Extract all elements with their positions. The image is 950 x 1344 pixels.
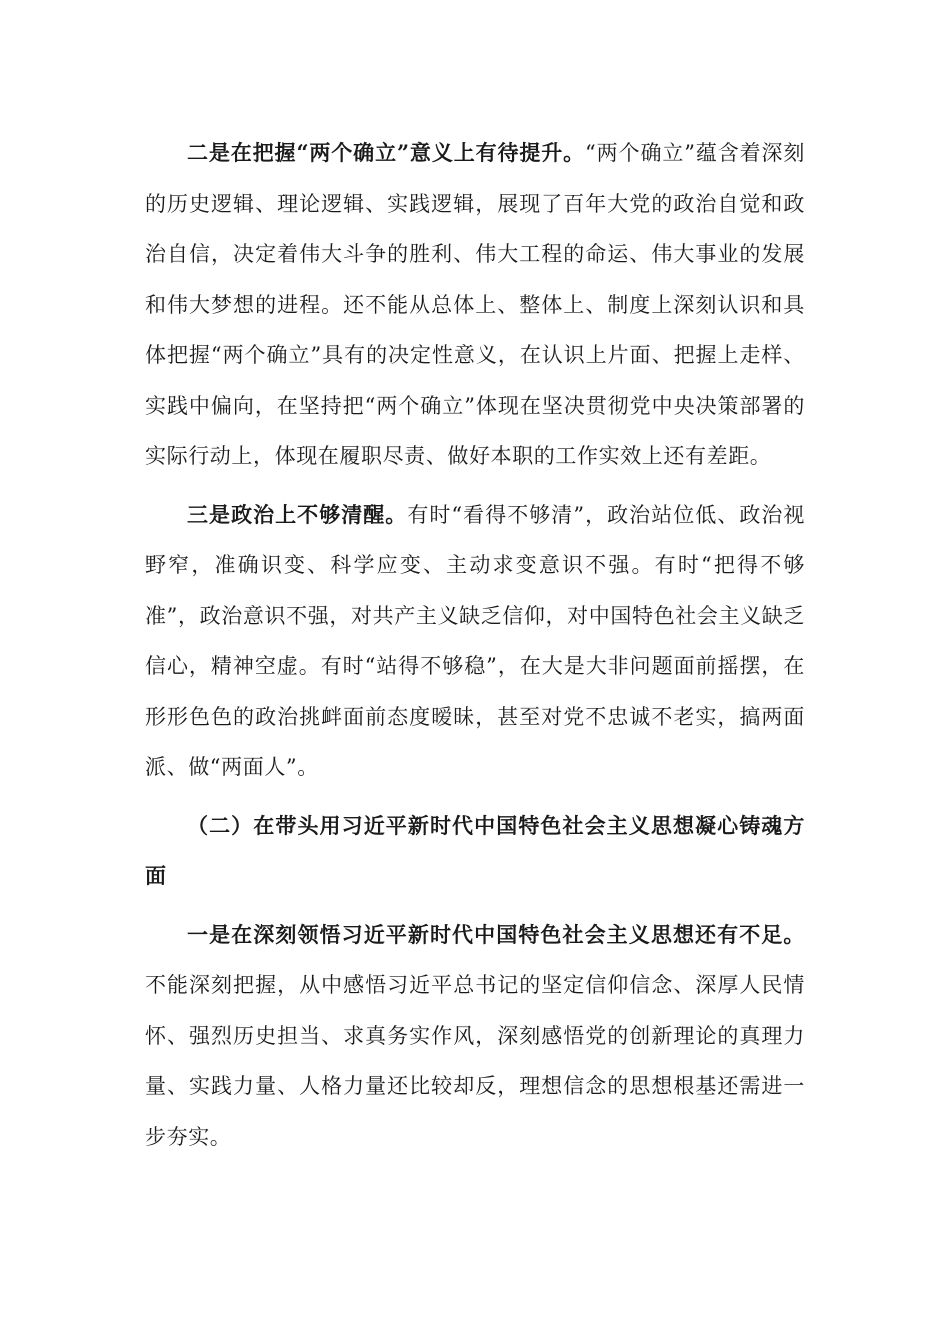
paragraph-political-clarity xyxy=(145,490,805,793)
paragraph-lead: 三是政治上不够清醒。 xyxy=(187,501,408,527)
paragraph-body: “两个确立”蕴含着深刻的历史逻辑、理论逻辑、实践逻辑，展现了百年大党的政治自觉和政治自信，决定着伟大斗争的胜利、伟大工程的命运、伟大事业的发展和伟大梦想的进程。还不能从总体上、整体上、制度上深刻认识和具体把握“两个确立”具有的决定性意义，在认识上片面、把握上走样、实践中偏向，在坚持把“两个确立”体现在坚决贯彻党中央决策部署的实际行动上，体现在履职尽责、做好本职的工作实效上还有差距。 xyxy=(145,141,806,468)
section-heading: （二）在带头用习近平新时代中国特色社会主义思想凝心铸魂方面 xyxy=(145,812,805,888)
paragraph-political-confirmation xyxy=(145,128,805,482)
paragraph-body: 不能深刻把握，从中感悟习近平总书记的坚定信仰信念、深厚人民情怀、强烈历史担当、求真务实作风，深刻感悟党的创新理论的真理力量、实践力量、人格力量还比较却反，理想信念的思想根基还需进一步夯实。 xyxy=(145,973,805,1149)
paragraph-lead: 一是在深刻领悟习近平新时代中国特色社会主义思想还有不足。 xyxy=(187,921,805,947)
paragraph-body: 有时“看得不够清”，政治站位低、政治视野窄，准确识变、科学应变、主动求变意识不强。有时“把得不够准”，政治意识不强，对共产主义缺乏信仰，对中国特色社会主义缺乏信心，精神空虚。有时“站得不够稳”，在大是大非问题面前摇摆，在形形色色的政治挑衅面前态度暧昧，甚至对党不忠诚不老实，搞两面派、做“两面人”。 xyxy=(145,502,806,779)
paragraph-lead: 二是在把握“两个确立”意义上有待提升。 xyxy=(187,140,586,165)
document-content xyxy=(145,128,805,1162)
paragraph-understanding-thought xyxy=(145,910,805,1163)
